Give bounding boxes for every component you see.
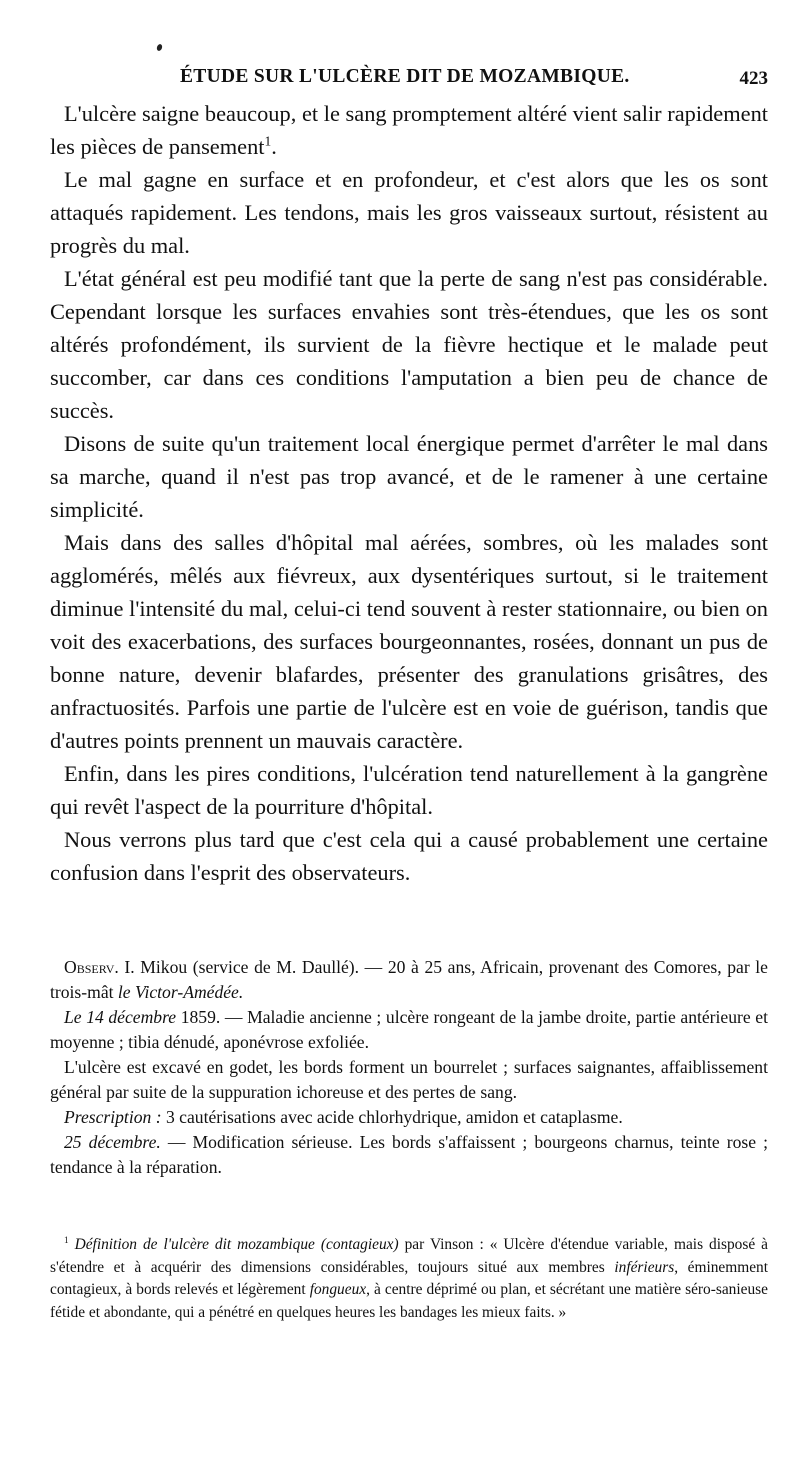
footnote-marker: 1 <box>64 1234 69 1245</box>
running-header <box>50 66 768 96</box>
footnote-text: , à centre déprimé ou plan, et sécrétant une matière séro-sanieuse fétide et abondante, qui a pénétré en quelques heures les bandages les mieux faits. » <box>50 1281 768 1321</box>
running-title: ÉTUDE SUR L'ULCÈRE DIT DE MOZAMBIQUE. <box>180 66 630 87</box>
observation-heading <box>50 955 768 1005</box>
paragraph: L'état général est peu modifié tant que la perte de sang n'est pas considérable. Cependant lorsque les surfaces envahies sont très-étendues, que les os sont altérés profondément, ils survient de la fièvre hectique et le malade peut succomber, car dans ces conditions l'amputation a bien peu de chance de succès. <box>50 266 768 423</box>
footnote-title: Définition de l'ulcère dit mozambique (contagieux) <box>68 1236 399 1253</box>
paragraph: Nous verrons plus tard que c'est cela qui a causé probablement une certaine confusion dans l'esprit des observateurs. <box>50 827 768 885</box>
observation-entry <box>50 1105 768 1130</box>
footnote-emphasis: inférieurs <box>614 1258 675 1276</box>
entry-text: 1859. — Maladie ancienne ; ulcère rongeant de la jambe droite, partie antérieure et moyenne ; tibia dénudé, aponévrose exfoliée. <box>50 1007 768 1052</box>
paragraph <box>50 97 768 163</box>
paragraph: Disons de suite qu'un traitement local énergique permet d'arrêter le mal dans sa marche, quand il n'est pas trop avancé, et de le ramener à une certaine simplicité. <box>50 431 768 522</box>
footnote-reference[interactable]: 1 <box>264 133 272 149</box>
observation-entry <box>50 1005 768 1055</box>
page-number: 423 <box>739 68 768 89</box>
ship-name: le Victor-Amédée. <box>117 982 244 1002</box>
observation-entry <box>50 1130 768 1180</box>
entry-date: Le 14 décembre <box>64 1007 177 1027</box>
footnote <box>50 1234 768 1324</box>
footnote-emphasis: fongueux <box>309 1281 367 1298</box>
footnote-paragraph <box>50 1234 768 1324</box>
observation-lead: I. Mikou (service de M. Daullé). — 20 à 25 ans, Africain, provenant des Comores, par le trois-mât <box>50 957 768 1002</box>
paragraph-end: . <box>271 134 277 159</box>
prescription-text: 3 cautérisations avec acide chlorhydrique, amidon et cataplasme. <box>161 1107 623 1127</box>
observation-entry: L'ulcère est excavé en godet, les bords forment un bourrelet ; surfaces saignantes, affaiblissement général par suite de la suppuration ichoreuse et des pertes de sang. <box>50 1057 768 1102</box>
footnote-text: par Vinson : « Ulcère d'étendue variable, mais disposé à s'étendre et à acquérir des dimensions considérables, toujours situé aux membres <box>50 1236 768 1276</box>
paragraph-text: L'ulcère saigne beaucoup, et le sang promptement altéré vient salir rapidement les pièces de pansement <box>50 101 768 159</box>
body-text <box>50 97 768 889</box>
paragraph: Le mal gagne en surface et en profondeur, et c'est alors que les os sont attaqués rapidement. Les tendons, mais les gros vaisseaux surtout, résistent au progrès du mal. <box>50 167 768 258</box>
paragraph: Enfin, dans les pires conditions, l'ulcération tend naturellement à la gangrène qui revêt l'aspect de la pourriture d'hôpital. <box>50 761 768 819</box>
prescription-label: Prescription : <box>64 1107 162 1127</box>
observation-block <box>50 955 768 1180</box>
observation-label: Observ. <box>64 957 119 977</box>
entry-text: — Modification sérieuse. Les bords s'affaissent ; bourgeons charnus, teinte rose ; tendance à la réparation. <box>50 1132 768 1177</box>
entry-date: 25 décembre. <box>64 1132 161 1152</box>
ink-speck <box>156 43 163 51</box>
paragraph: Mais dans des salles d'hôpital mal aérées, sombres, où les malades sont agglomérés, mêlés aux fiévreux, aux dysentériques surtout, si le traitement diminue l'intensité du mal, celui-ci tend souvent à rester stationnaire, ou bien on voit des exacerbations, des surfaces bourgeonnantes, rosées, donnant un pus de bonne nature, devenir blafardes, présenter des granulations grisâtres, des anfractuosités. Parfois une partie de l'ulcère est en voie de guérison, tandis que d'autres points prennent un mauvais caractère. <box>50 530 768 753</box>
footnote-text: , éminemment contagieux, à bords relevés et légèrement <box>50 1258 768 1298</box>
